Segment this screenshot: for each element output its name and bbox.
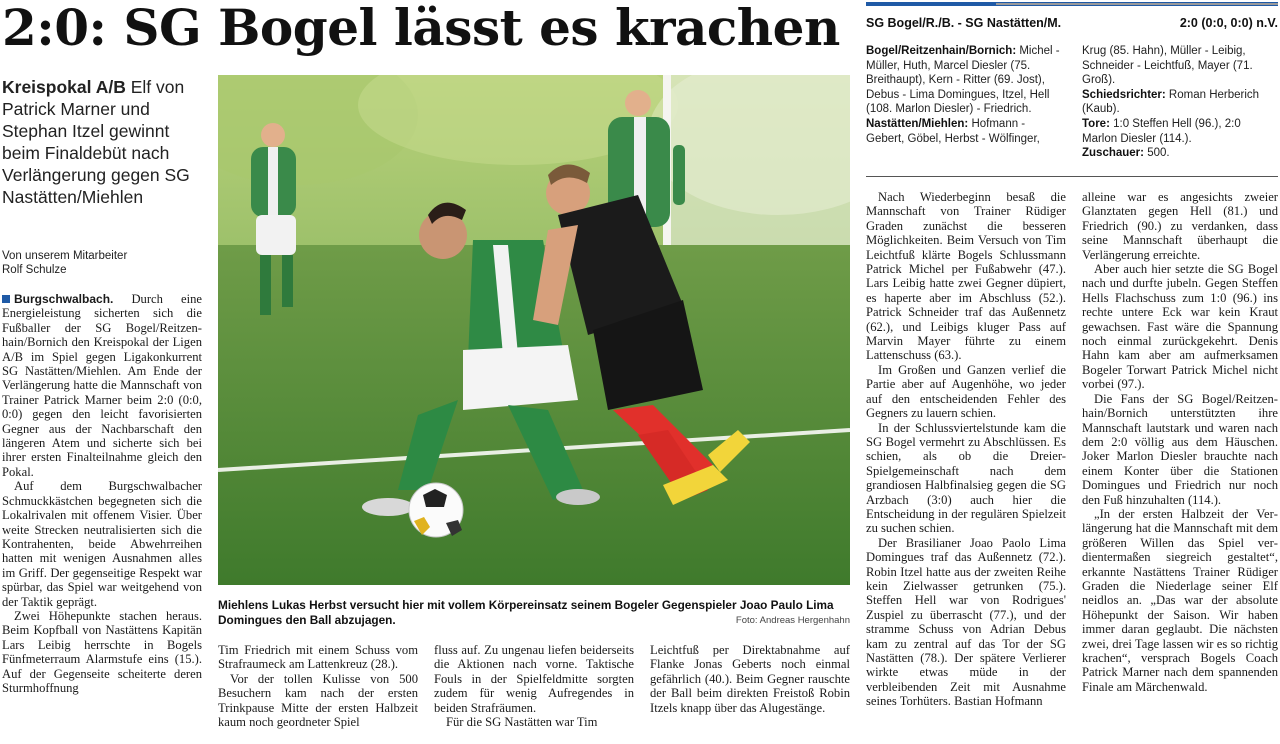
soccer-photo-illustration [218,75,850,585]
infobox-score: 2:0 (0:0, 0:0) n.V. [1179,16,1278,30]
author-line: Von unserem Mitarbeiter [2,250,128,262]
paragraph: alleine war es angesichts zweier Glanztaten gegen Hell (81.) und Friedrich (90.) zu verdanken, dass seine Mannschaft überhaupt die Verlängerung erreichte. [1082,190,1278,262]
infobox-label: Zuschauer: [1082,147,1144,160]
infobox-topline [866,2,1278,6]
intro-kicker: Kreispokal A/B [2,77,126,97]
paragraph-text: Durch eine Energieleistung sicherten sich die Fußballer der SG Bogel/Reitzenhain/Bornich den Kreispokal der Ligen A/B im Spiel gegen Ligakonkurrent SG Nastätten/Miehlen. Am Ende der Verlängerung hatte die Mannschaft von Trainer Patrick Marner beim 2:0 (0:0, 0:0) gegen den leicht favorisierten Gegner aus der Nachbarschaft den längeren Atem und sicherte sich bei ihrer ersten Finalteilnahme gleich den Pokal. [2,292,202,479]
headline: 2:0: SG Bogel lässt es krachen [2,0,840,57]
author-byline [2,249,202,277]
intro-text: Elf von Patrick Marner und Stephan Itzel gewinnt beim Finaldebüt nach Verlängerung gegen SG Nastätten/Miehlen [2,77,190,207]
infobox-text: 500. [1144,147,1170,160]
paragraph: Nach Wiederbeginn besaß die Mannschaft von Trainer Rüdiger Graden zunächst die besseren Möglichkeiten. Beim Versuch von Tim Leichtfuß klärte Bogels Schlussmann Patrick Michel per Fußabwehr (47.). Lars Leibig hatte zwei Gegner düpiert, es haperte aber im Abschluss (52.). Patrick Schneider traf das Außennetz (62.), und Leibigs kluger Pass auf Marvin Mayer führte zu einem Lattenschuss (63.). [866,190,1066,363]
article-intro [2,76,202,208]
square-icon [2,295,10,303]
article-column-6 [1082,190,1278,738]
paragraph: Aber auch hier setzte die SG Bogel nach und durfte jubeln. Gegen Steffen Hells Flachschuss zum 1:0 (96.) ins rechte untere Eck war kein Kraut gewachsen. Fast wäre die Spannung noch einmal zurückgekehrt. Denis Hahn kam aber am aufmerksamen Bogeler Torwart Patrick Michel nicht vorbei (97.). [1082,262,1278,392]
photo-credit: Foto: Andreas Hergenhahn [735,615,850,626]
infobox-divider [866,176,1278,177]
infobox-text: 1:0 Steffen Hell (96.), 2:0 Marlon Diesler (114.). [1082,117,1241,145]
infobox-text: Roman Herberich (Kaub). [1082,88,1260,116]
article-photo [218,75,850,585]
paragraph: Die Fans der SG Bogel/Reitzenhain/Bornich unterstützten ihre Mannschaft lautstark und waren nach dem 2:0 völlig aus dem Häuschen. Joker Marlon Diesler brauchte nach einem Konter über die Stationen Domingues und Friedrich nur noch den Fuß hinzuhalten (114.). [1082,391,1278,507]
photo-caption: Miehlens Lukas Herbst versucht hier mit vollem Körpereinsatz seinem Bogeler Gegenspieler Joao Paulo Lima Domingues den Ball abzujagen. [218,598,834,627]
infobox-text: Michel - Müller, Huth, Marcel Diesler (75. Breithaupt), Kern - Ritter (69. Jost), Debus - Lima Domingues, Itzel, Hell (108. Marlon Diesler) - Friedrich. [866,45,1060,116]
soccer-ball-icon [409,483,463,537]
paragraph: Auf dem Burgschwalbacher Schmuckkästchen begegneten sich die Lokalrivalen mit offenem Visier. Über weite Strecken neutralisierten sich die Kontrahenten, beide Abwehrreihen hatten mit wenigen Ausnahmen alles im Griff. Der gegenseitige Respekt war spürbar, das Spiel war weitgehend von der Taktik geprägt. [2,479,202,609]
article-column-2 [218,643,418,738]
paragraph: Der Brasilianer Joao Paolo Lima Domingues traf das Außennetz (72.). Robin Itzel hatte aus der zweiten Reihe kein Zielwasser getrunken (75.). Steffen Hell war von Rodrigues' Zuspiel zu überrascht (77.), und der stramme Schuss von Adrian Debus kam zu zentral auf das Tor der SG Nastätten (78.). Der spätere Verlierer wirkte etwas müde in der verbleibenden Zeit mit Ausnahme seines Torhüters. Bastian Hofmann [866,535,1066,709]
infobox-label: Schiedsrichter: [1082,88,1166,101]
article-column-1 [2,292,202,732]
infobox-text: Hofmann - Gebert, Göbel, Herbst - Wölfinger, [866,117,1040,145]
paragraph: In der Schlussviertelstunde kam die SG Bogel vermehrt zu Abschlüssen. Es schien, als ob die Dreier-Spielgemeinschaft nach dem grandiosen Halbfinalsieg gegen die SG Arzbach (3:0) auch hier die Entscheidung in der regulären Spielzeit zu suchen schien. [866,420,1066,536]
infobox-text: Krug (85. Hahn), Müller - Leibig, Schneider - Leichtfuß, Mayer (71. Groß). [1082,45,1253,87]
infobox-label: Tore: [1082,117,1110,130]
infobox-label: Nastätten/Miehlen: [866,117,969,130]
infobox-column-2 [1082,44,1278,174]
paragraph: Zwei Höhepunkte stachen heraus. Beim Kopfball von Nastättens Kapitän Lars Leibig herrschte in Bogels Fünfmeterraum Alarmstufe eins (15.). Auf der Gegenseite scheiterte deren Sturmhoffnung [2,608,202,695]
paragraph: Im Großen und Ganzen verlief die Partie aber auf Augenhöhe, wo jeder auf den entscheidenden Fehler des Gegners zu lauern schien. [866,362,1066,421]
article-column-3 [434,643,634,738]
infobox-column-1 [866,44,1066,174]
paragraph: „In der ersten Halbzeit der Verlängerung hat die Mannschaft mit dem größeren Willen das Spiel verdientermaßen siegreich gestaltet“, erkannte Nastättens Trainer Rüdiger Graden die Niederlage seiner Elf neidlos an. „Das war der absolute Höhepunkt der Saison. Wir haben immer daran geglaubt. Die nächsten zwei, drei Tage lassen wir es so richtig krachen“, versprach Bogels Coach Patrick Marner nach dem spannenden Finale am Märchenwald. [1082,506,1278,694]
paragraph [2,292,202,479]
infobox-match: SG Bogel/R./B. - SG Nastätten/M. [866,16,1062,30]
paragraph: fluss auf. Zu ungenau liefen beiderseits die Aktionen nach vorne. Taktische Fouls in der Spielfeldmitte sorgten zudem für wenig Aufregendes in beiden Strafräumen. [434,643,634,715]
article-column-4 [650,643,850,738]
paragraph: Für die SG Nastätten war Tim [446,715,598,730]
dateline: Burgschwalbach. [14,292,114,306]
infobox-label: Bogel/Reitzenhain/Bornich: [866,45,1017,57]
paragraph: Leichtfuß per Direktabnahme auf Flanke Jonas Geberts noch einmal gefährlich (40.). Beim Gegner rauschte der Ball beim direkten Freistoß Robin Itzels knapp über das Alugestänge. [650,643,850,715]
paragraph: Tim Friedrich mit einem Schuss vom Strafraumeck am Lattenkreuz (28.). [218,643,418,672]
infobox-header [866,14,1278,32]
author-name: Rolf Schulze [2,264,67,276]
paragraph: Vor der tollen Kulisse von 500 Besuchern kam nach der ersten Trinkpause Mitte der ersten Halbzeit kaum noch geordneter Spiel [218,671,418,730]
article-column-5 [866,190,1066,738]
